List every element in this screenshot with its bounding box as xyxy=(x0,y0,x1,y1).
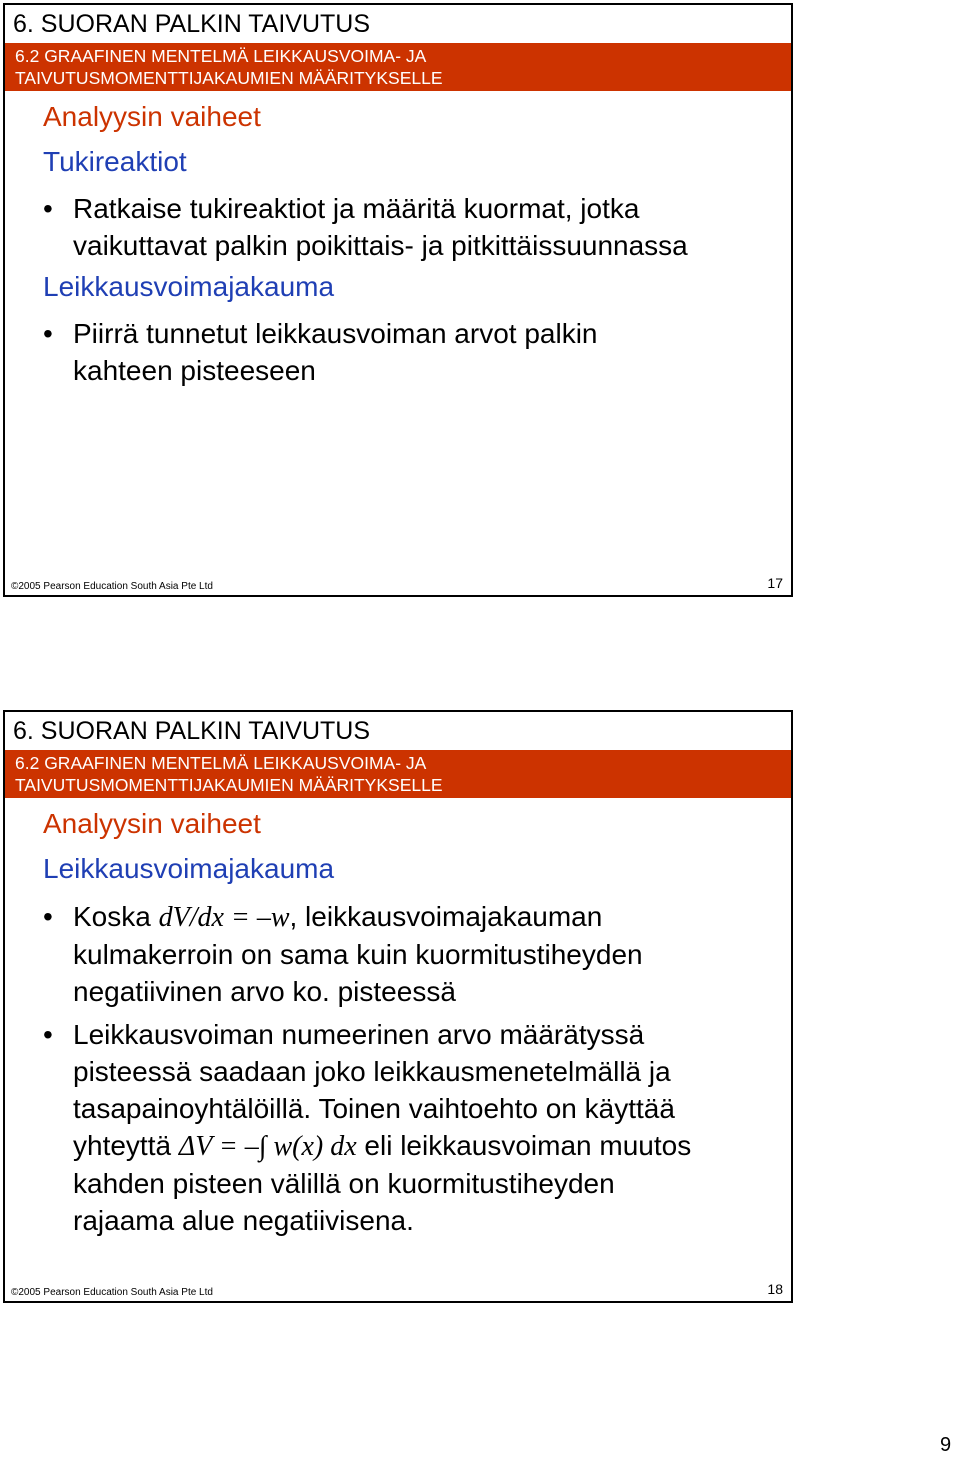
section-heading-leikkausvoimajakauma: Leikkausvoimajakauma xyxy=(43,853,335,884)
slide-number: 17 xyxy=(767,575,783,591)
bullet-text: yhteyttä xyxy=(73,1130,172,1161)
bullet-line: Ratkaise tukireaktiot ja määritä kuormat, jotka xyxy=(73,193,640,224)
bullet-line xyxy=(73,1127,691,1165)
copyright-footer xyxy=(11,1287,213,1298)
copyright-text: 2005 Pearson Education South Asia Pte Ltd xyxy=(18,581,213,592)
bullet-line: pisteessä saadaan joko leikkausmenetelmällä ja xyxy=(73,1056,671,1087)
bullet-dot: • xyxy=(43,901,53,932)
slide-heading: Analyysin vaiheet xyxy=(43,808,261,839)
bullet-line: kahteen pisteeseen xyxy=(73,355,316,386)
subtitle-line-1: 6.2 GRAAFINEN MENTELMÄ LEIKKAUSVOIMA- JA xyxy=(15,753,427,773)
bullet-line: tasapainoyhtälöillä. Toinen vaihtoehto on käyttää xyxy=(73,1093,675,1124)
copyright-icon: © xyxy=(11,581,19,592)
copyright-text: 2005 Pearson Education South Asia Pte Ltd xyxy=(18,1287,213,1298)
copyright-footer xyxy=(11,581,213,592)
subtitle-line-2: TAIVUTUSMOMENTTIJAKAUMIEN MÄÄRITYKSELLE xyxy=(15,68,443,88)
bullet-line: rajaama alue negatiivisena. xyxy=(73,1205,414,1236)
slide-header-title-bar xyxy=(5,5,791,43)
formula-dv-dx: dV/dx = –w xyxy=(158,902,290,933)
slide-heading: Analyysin vaiheet xyxy=(43,101,261,132)
chapter-title: 6. SUORAN PALKIN TAIVUTUS xyxy=(13,10,371,38)
bullet-item xyxy=(43,898,643,1010)
bullet-line: negatiivinen arvo ko. pisteessä xyxy=(73,976,456,1007)
chapter-title: 6. SUORAN PALKIN TAIVUTUS xyxy=(13,717,371,745)
slide-number: 18 xyxy=(767,1281,783,1297)
copyright-icon: © xyxy=(11,1287,19,1298)
slide-subtitle-bar xyxy=(5,43,791,91)
bullet-dot: • xyxy=(43,1019,53,1050)
bullet-line xyxy=(73,898,643,936)
section-heading-tukireaktiot: Tukireaktiot xyxy=(43,146,187,177)
bullet-line: kahden pisteen välillä on kuormitustiheyden xyxy=(73,1168,615,1199)
formula-delta-v: ΔV = –∫ w(x) dx xyxy=(178,1131,357,1162)
bullet-text: , leikkausvoimajakauman xyxy=(289,901,603,932)
subtitle-line-1: 6.2 GRAAFINEN MENTELMÄ LEIKKAUSVOIMA- JA xyxy=(15,46,427,66)
bullet-line: Leikkausvoiman numeerinen arvo määrätyssä xyxy=(73,1019,645,1050)
bullet-item xyxy=(43,190,688,264)
bullet-text: Koska xyxy=(73,901,151,932)
subtitle-line-2: TAIVUTUSMOMENTTIJAKAUMIEN MÄÄRITYKSELLE xyxy=(15,775,443,795)
bullet-dot: • xyxy=(43,193,53,224)
section-subtitle xyxy=(15,45,443,89)
page-number: 9 xyxy=(940,1434,952,1456)
bullet-line: kulmakerroin on sama kuin kuormitustiheyden xyxy=(73,939,643,970)
bullet-text: eli leikkausvoiman muutos xyxy=(364,1130,692,1161)
slide-subtitle-bar xyxy=(5,750,791,798)
bullet-line: vaikuttavat palkin poikittais- ja pitkittäissuunnassa xyxy=(73,230,688,261)
section-heading-leikkausvoimajakauma: Leikkausvoimajakauma xyxy=(43,271,335,302)
bullet-dot: • xyxy=(43,318,53,349)
bullet-item xyxy=(43,315,597,389)
slide-18 xyxy=(3,710,793,1303)
slide-header-title-bar xyxy=(5,712,791,750)
section-subtitle xyxy=(15,752,443,796)
bullet-line: Piirrä tunnetut leikkausvoiman arvot palkin xyxy=(73,318,598,349)
bullet-item xyxy=(43,1016,691,1239)
slide-17 xyxy=(3,3,793,597)
